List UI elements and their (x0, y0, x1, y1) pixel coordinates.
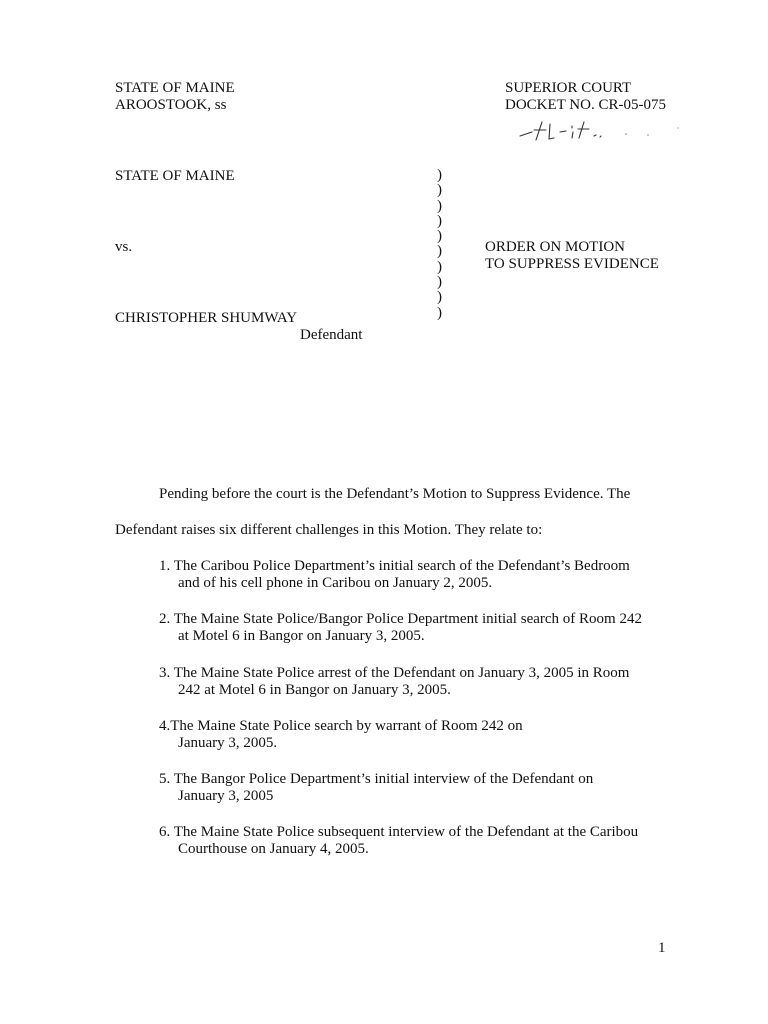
list-item-continuation: 242 at Motel 6 in Bangor on January 3, 2005. (178, 682, 451, 698)
intro-line-1: Pending before the court is the Defendant’s Motion to Suppress Evidence. The (159, 486, 631, 502)
caption-plaintiff: STATE OF MAINE (115, 168, 235, 184)
list-item-continuation: Courthouse on January 4, 2005. (178, 841, 369, 857)
county-heading: AROOSTOOK, ss (115, 97, 227, 113)
court-docket-block (505, 80, 666, 114)
list-item-text: The Maine State Police subsequent interview of the Defendant at the Caribou (173, 824, 639, 840)
list-item-number: 5. (159, 771, 171, 787)
list-item-text: The Maine State Police arrest of the Defendant on January 3, 2005 in Room (173, 665, 630, 681)
list-item (159, 665, 719, 699)
caption-versus: vs. (115, 239, 133, 255)
caption-paren: ) (437, 289, 442, 306)
order-title-line2: TO SUPPRESS EVIDENCE (485, 256, 659, 272)
list-item-number: 1. (159, 558, 171, 574)
caption-defendant-name: CHRISTOPHER SHUMWAY (115, 310, 298, 326)
caption-paren: ) (437, 212, 442, 229)
docket-number: DOCKET NO. CR-05-075 (505, 97, 666, 113)
list-item (159, 611, 719, 645)
order-title-line1: ORDER ON MOTION (485, 239, 625, 255)
caption-paren: ) (437, 304, 442, 321)
list-item (159, 824, 719, 858)
caption-paren: ) (437, 258, 442, 275)
list-item-number: 2. (159, 611, 171, 627)
handwritten-annotation (516, 118, 691, 146)
list-item-text: The Maine State Police/Bangor Police Department initial search of Room 242 (173, 611, 642, 627)
list-item-continuation: at Motel 6 in Bangor on January 3, 2005. (178, 628, 425, 644)
caption-paren: ) (437, 167, 442, 183)
list-item-continuation: January 3, 2005. (178, 735, 278, 751)
caption-paren: ) (437, 182, 442, 199)
list-item-continuation: and of his cell phone in Caribou on January 2, 2005. (178, 575, 493, 591)
caption-defendant-role: Defendant (300, 327, 363, 343)
state-heading: STATE OF MAINE (115, 80, 235, 96)
page-number: 1 (658, 940, 666, 956)
list-item-number: 3. (159, 665, 171, 681)
list-item-text: The Maine State Police search by warrant of Room 242 on (170, 718, 523, 734)
caption-paren-column (437, 168, 442, 321)
list-item-text: The Bangor Police Department’s initial interview of the Defendant on (173, 771, 594, 787)
intro-line-2: Defendant raises six different challenges in this Motion. They relate to: (115, 522, 543, 538)
list-item-continuation: January 3, 2005 (178, 788, 274, 804)
caption-paren: ) (437, 228, 442, 245)
caption-paren: ) (437, 197, 442, 214)
list-item (159, 558, 719, 592)
court-venue-block (115, 80, 235, 114)
order-title (485, 239, 659, 273)
list-item-text: The Caribou Police Department’s initial search of the Defendant’s Bedroom (173, 558, 630, 574)
list-item (159, 718, 719, 752)
caption-paren: ) (437, 274, 442, 291)
list-item-number: 4. (159, 718, 171, 734)
court-name: SUPERIOR COURT (505, 80, 632, 96)
list-item-number: 6. (159, 824, 171, 840)
caption-paren: ) (437, 243, 442, 260)
list-item (159, 771, 719, 805)
